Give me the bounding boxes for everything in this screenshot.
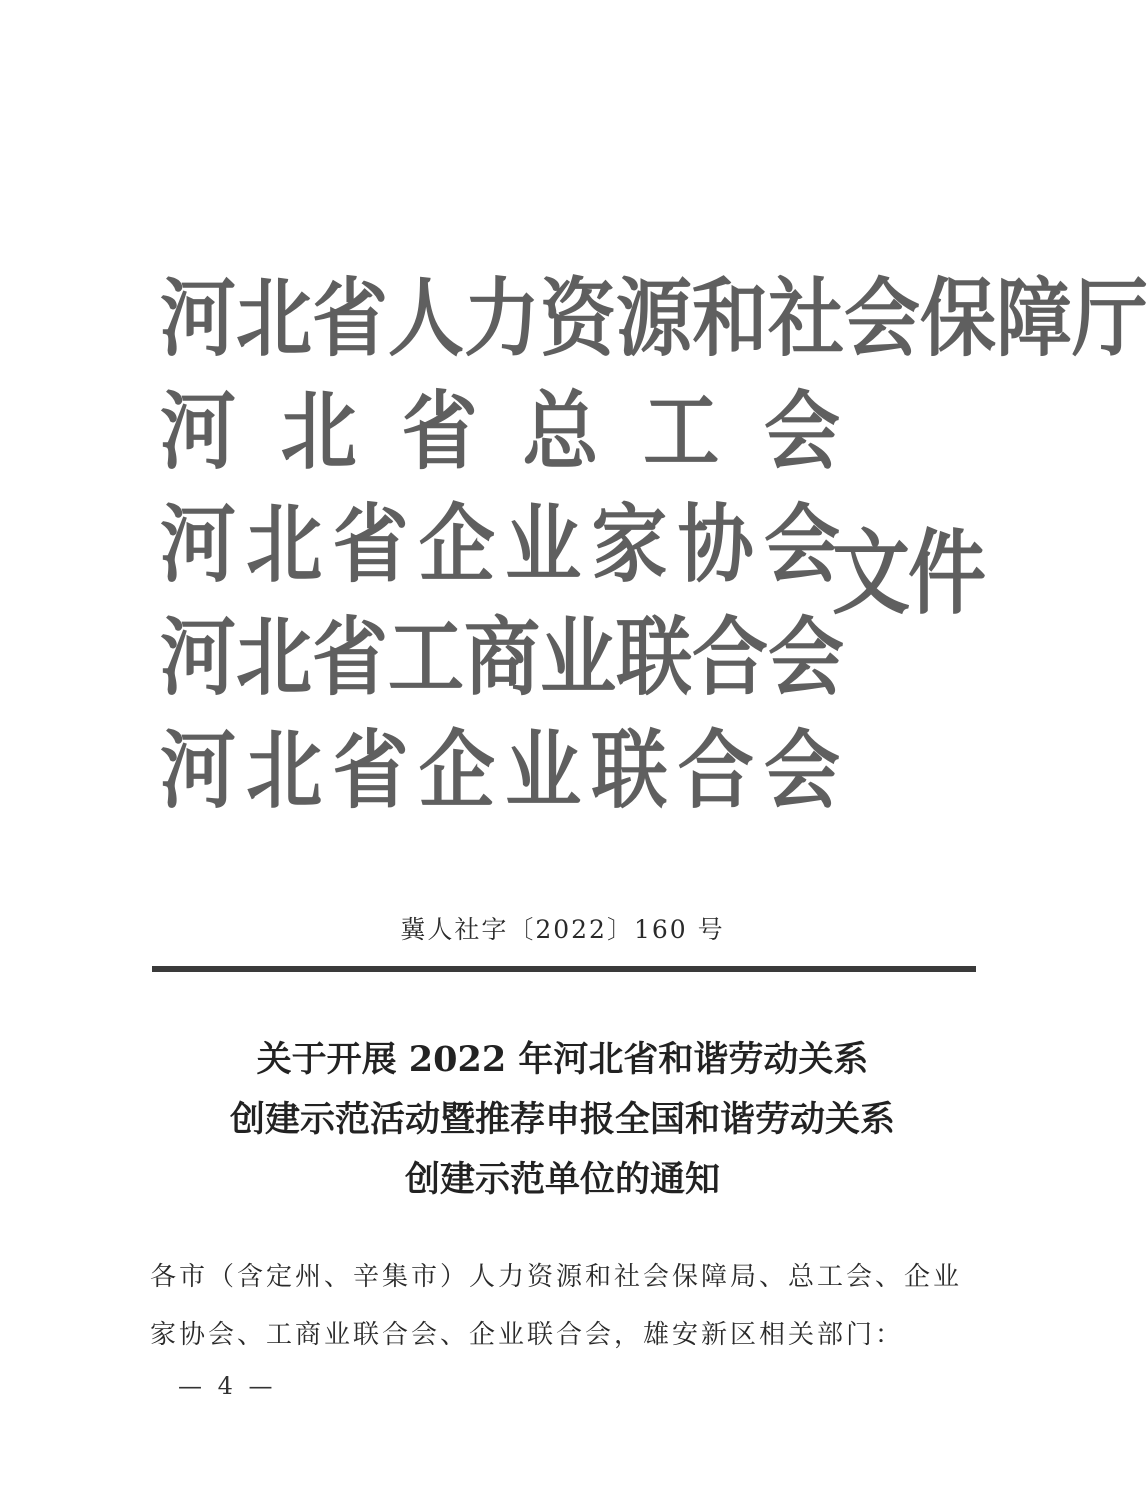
issuer-char: 北 <box>246 494 323 595</box>
issuer-char: 商 <box>464 607 540 708</box>
issuer-char: 工 <box>643 381 720 482</box>
issuer-char: 工 <box>388 607 464 708</box>
issuer-char: 合 <box>692 607 768 708</box>
issuer-char: 会 <box>763 720 840 821</box>
issuer-char: 力 <box>464 268 540 369</box>
issuer-char: 资 <box>540 268 616 369</box>
issuer-line <box>160 707 840 834</box>
document-type-label: 文件 <box>832 521 985 628</box>
issuer-char: 业 <box>505 720 582 821</box>
issuer-char: 北 <box>246 720 323 821</box>
title-line: 创建示范单位的通知 <box>404 1159 720 1200</box>
addressee-paragraph: 各市（含定州、辛集市）人力资源和社会保障局、总工会、企业家协会、工商业联合会、企业联合会，雄安新区相关部门： <box>150 1262 963 1350</box>
issuer-char: 源 <box>616 268 692 369</box>
issuer-char: 联 <box>616 607 692 708</box>
issuer-char: 和 <box>692 268 768 369</box>
title-line: 关于开展 2022 年河北省和谐劳动关系 <box>256 1039 869 1080</box>
issuer-char: 企 <box>418 494 495 595</box>
issuer-char: 人 <box>388 268 464 369</box>
issuer-char: 保 <box>920 268 996 369</box>
issuer-char: 省 <box>332 494 409 595</box>
issuer-char: 会 <box>768 607 844 708</box>
issuer-char: 北 <box>280 381 357 482</box>
issuer-char: 厅 <box>1072 268 1148 369</box>
issuer-char: 企 <box>418 720 495 821</box>
title-line: 创建示范活动暨推荐申报全国和谐劳动关系 <box>229 1099 895 1140</box>
document-title <box>0 1030 1125 1210</box>
issuer-line <box>160 481 840 608</box>
issuer-char: 协 <box>677 494 754 595</box>
document-number: 冀人社字〔2022〕160 号 <box>400 915 725 944</box>
issuer-char: 省 <box>312 268 388 369</box>
issuer-char: 省 <box>312 607 388 708</box>
issuer-line <box>160 368 840 495</box>
issuer-char: 北 <box>236 268 312 369</box>
issuer-char: 障 <box>996 268 1072 369</box>
header-divider <box>152 966 976 972</box>
issuer-char: 会 <box>763 381 840 482</box>
page-number: — 4 — <box>178 1372 277 1400</box>
issuer-char: 河 <box>160 720 236 821</box>
issuer-char: 业 <box>505 494 582 595</box>
issuer-line <box>160 594 844 721</box>
issuer-char: 家 <box>591 494 668 595</box>
issuer-char: 总 <box>522 381 599 482</box>
issuer-char: 社 <box>768 268 844 369</box>
issuer-char: 河 <box>160 268 236 369</box>
issuer-char: 会 <box>763 494 840 595</box>
issuer-line <box>160 255 1148 382</box>
issuer-char: 合 <box>677 720 754 821</box>
issuer-char: 河 <box>160 381 236 482</box>
issuer-char: 河 <box>160 494 236 595</box>
issuer-char: 北 <box>236 607 312 708</box>
issuer-char: 省 <box>401 381 478 482</box>
issuer-char: 会 <box>844 268 920 369</box>
issuer-char: 省 <box>332 720 409 821</box>
issuer-char: 业 <box>540 607 616 708</box>
issuer-char: 河 <box>160 607 236 708</box>
issuer-char: 联 <box>591 720 668 821</box>
